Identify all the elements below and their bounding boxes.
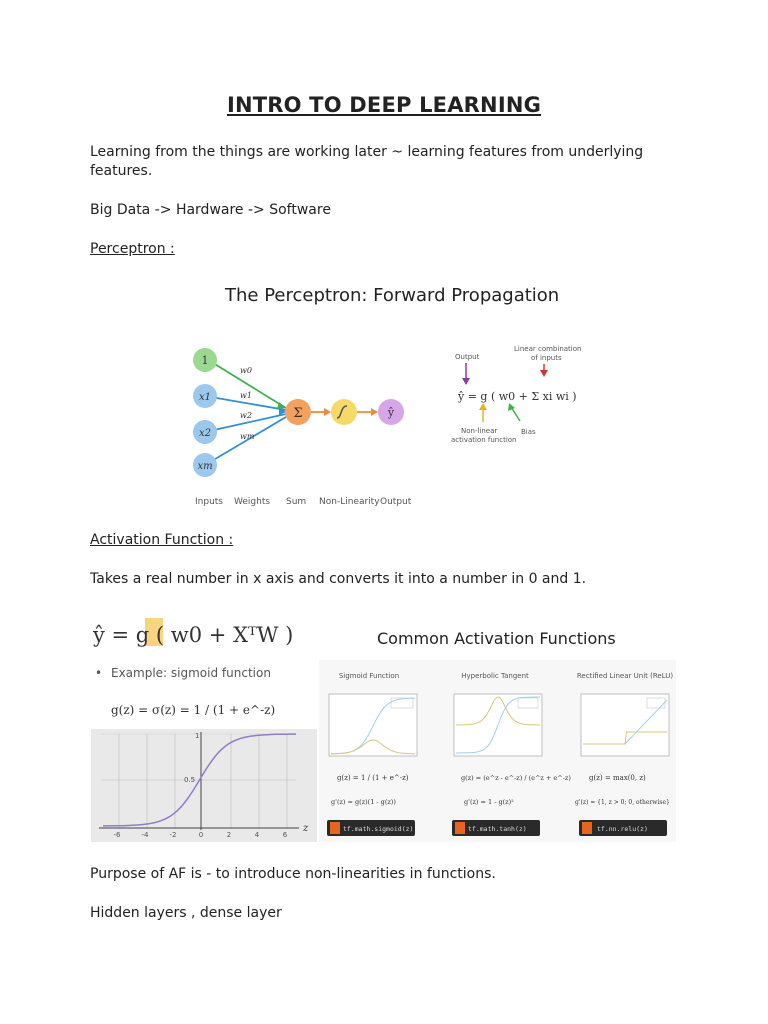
perceptron-heading: Perceptron : — [90, 241, 175, 257]
weight-w2: w2 — [240, 411, 252, 420]
nonlinearity-node — [331, 399, 357, 425]
panel-name: Rectified Linear Unit (ReLU) — [576, 672, 674, 680]
page-title: INTRO TO DEEP LEARNING — [226, 93, 542, 117]
hidden-layers-paragraph: Hidden layers , dense layer — [90, 905, 282, 921]
activation-paragraph: Takes a real number in x axis and converts it into a number in 0 and 1. — [90, 571, 587, 587]
panel-derivative: g'(z) = {1, z > 0; 0, otherwise} — [575, 799, 670, 806]
annot-nonlinear-2: activation function — [451, 436, 517, 444]
purpose-paragraph: Purpose of AF is - to introduce non-linearities in functions. — [90, 866, 496, 882]
panel-derivative: g'(z) = g(z)(1 - g(z)) — [331, 798, 396, 806]
panel-name: Sigmoid Function — [338, 672, 400, 680]
label-inputs: Inputs — [195, 497, 223, 507]
activation-functions-figure — [91, 614, 676, 844]
xtick: 2 — [226, 831, 232, 839]
activation-heading: Activation Function : — [90, 532, 234, 548]
label-weights: Weights — [234, 497, 271, 507]
panel-derivative: g'(z) = 1 - g(z)² — [464, 798, 514, 806]
xtick: -2 — [169, 831, 177, 839]
label-nonlinearity: Non-Linearity — [319, 497, 380, 507]
perceptron-title: The Perceptron: Forward Propagation — [225, 285, 560, 306]
intro-paragraph: Learning from the things are working later ~ learning features from underlying features. — [90, 144, 644, 179]
xtick: 0 — [198, 831, 204, 839]
sum-symbol: Σ — [293, 406, 303, 421]
xtick: 4 — [254, 831, 260, 839]
tensorflow-logo-icon — [455, 822, 465, 834]
weight-w0: w0 — [240, 366, 252, 375]
xtick: -4 — [141, 831, 149, 839]
common-activation-title: Common Activation Functions — [377, 629, 616, 648]
panel-formula: g(z) = (e^z - e^-z) / (e^z + e^-z) — [461, 774, 571, 782]
edge-wm — [205, 417, 286, 465]
panel-code: tf.math.tanh(z) — [468, 825, 527, 833]
yhat-label: ŷ — [387, 406, 395, 419]
label-output: Output — [380, 497, 412, 507]
sigmoid-example-label: Example: sigmoid function — [111, 666, 271, 680]
activation-equation: ŷ = g ( w0 + XᵀW ) — [93, 623, 294, 647]
perceptron-equation: ŷ = g ( w0 + Σ xi wi ) — [458, 390, 577, 403]
tensorflow-logo-icon — [330, 822, 340, 834]
panel-code: tf.nn.relu(z) — [597, 825, 648, 833]
xm-label: xm — [197, 461, 213, 472]
sigmoid-plot — [91, 729, 317, 842]
pipeline-paragraph: Big Data -> Hardware -> Software — [90, 202, 331, 218]
axis-z-label: z — [303, 823, 309, 834]
x1-label: x1 — [198, 392, 212, 403]
x2-label: x2 — [198, 428, 212, 439]
annot-linear-1: Linear combination — [514, 345, 582, 353]
annot-bias: Bias — [521, 428, 536, 436]
bullet-icon: • — [95, 666, 103, 680]
xtick: 6 — [282, 831, 288, 839]
panel-code: tf.math.sigmoid(z) — [343, 825, 414, 833]
panel-name: Hyperbolic Tangent — [461, 672, 529, 680]
perceptron-diagram — [180, 275, 600, 515]
label-sum: Sum — [286, 497, 307, 507]
ytick-1: 1 — [195, 732, 200, 740]
weight-wm: wm — [240, 432, 255, 441]
sigmoid-formula: g(z) = σ(z) = 1 / (1 + e^-z) — [111, 703, 276, 717]
panel-formula: g(z) = 1 / (1 + e^-z) — [337, 774, 409, 782]
ytick-half: 0.5 — [184, 776, 196, 784]
weight-w1: w1 — [240, 391, 252, 400]
annot-linear-2: of inputs — [531, 354, 562, 362]
annot-output: Output — [455, 353, 480, 361]
annot-nonlinear-1: Non-linear — [461, 427, 498, 435]
panel-formula: g(z) = max(0, z) — [589, 774, 646, 782]
tensorflow-logo-icon — [582, 822, 592, 834]
bias-node-label: 1 — [201, 354, 209, 367]
xtick: -6 — [113, 831, 121, 839]
